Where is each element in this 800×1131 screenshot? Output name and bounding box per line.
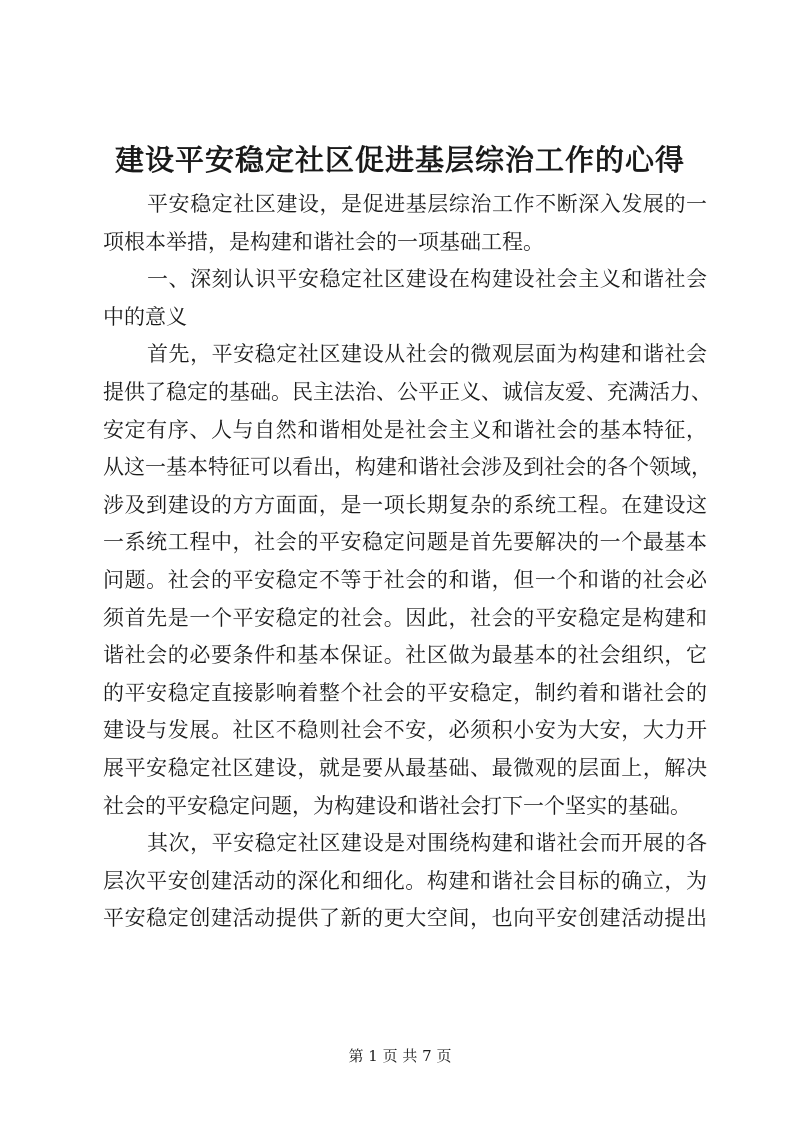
text-line: 建设与发展。社区不稳则社会不安，必须积小安为大安，大力开 xyxy=(103,718,707,743)
document-body xyxy=(103,186,712,938)
text-line: 谐社会的必要条件和基本保证。社区做为最基本的社会组织，它 xyxy=(103,643,707,668)
text-line: 问题。社会的平安稳定不等于社会的和谐，但一个和谐的社会必 xyxy=(103,567,707,592)
text-line: 首先，平安稳定社区建设从社会的微观层面为构建和谐社会 xyxy=(147,342,707,367)
text-line: 提供了稳定的基础。民主法治、公平正义、诚信友爱、充满活力、 xyxy=(103,379,712,404)
document-title: 建设平安稳定社区促进基层综治工作的心得 xyxy=(114,143,685,177)
text-line: 一系统工程中，社会的平安稳定问题是首先要解决的一个最基本 xyxy=(103,530,707,555)
text-line: 项根本举措，是构建和谐社会的一项基础工程。 xyxy=(103,229,544,254)
text-line: 安定有序、人与自然和谐相处是社会主义和谐社会的基本特征， xyxy=(103,417,707,442)
text-line: 从这一基本特征可以看出，构建和谐社会涉及到社会的各个领域， xyxy=(103,455,712,480)
text-line: 其次，平安稳定社区建设是对围绕构建和谐社会而开展的各 xyxy=(147,831,707,856)
text-line: 的平安稳定直接影响着整个社会的平安稳定，制约着和谐社会的 xyxy=(103,680,707,705)
text-line: 社会的平安稳定问题，为构建设和谐社会打下一个坚实的基础。 xyxy=(103,793,691,818)
text-line: 须首先是一个平安稳定的社会。因此，社会的平安稳定是构建和 xyxy=(103,605,707,630)
text-line: 平安稳定创建活动提供了新的更大空间，也向平安创建活动提出 xyxy=(103,906,707,931)
section-heading-line: 中的意义 xyxy=(103,304,187,329)
section-heading-line: 一、深刻认识平安稳定社区建设在构建设社会主义和谐社会 xyxy=(147,267,707,292)
page-number-footer: 第 1 页 共 7 页 xyxy=(348,1047,452,1065)
text-line: 层次平安创建活动的深化和细化。构建和谐社会目标的确立，为 xyxy=(103,868,707,893)
text-line: 展平安稳定社区建设，就是要从最基础、最微观的层面上，解决 xyxy=(103,755,707,780)
text-line: 涉及到建设的方方面面，是一项长期复杂的系统工程。在建设这 xyxy=(103,492,707,517)
text-line: 平安稳定社区建设，是促进基层综治工作不断深入发展的一 xyxy=(147,192,707,216)
